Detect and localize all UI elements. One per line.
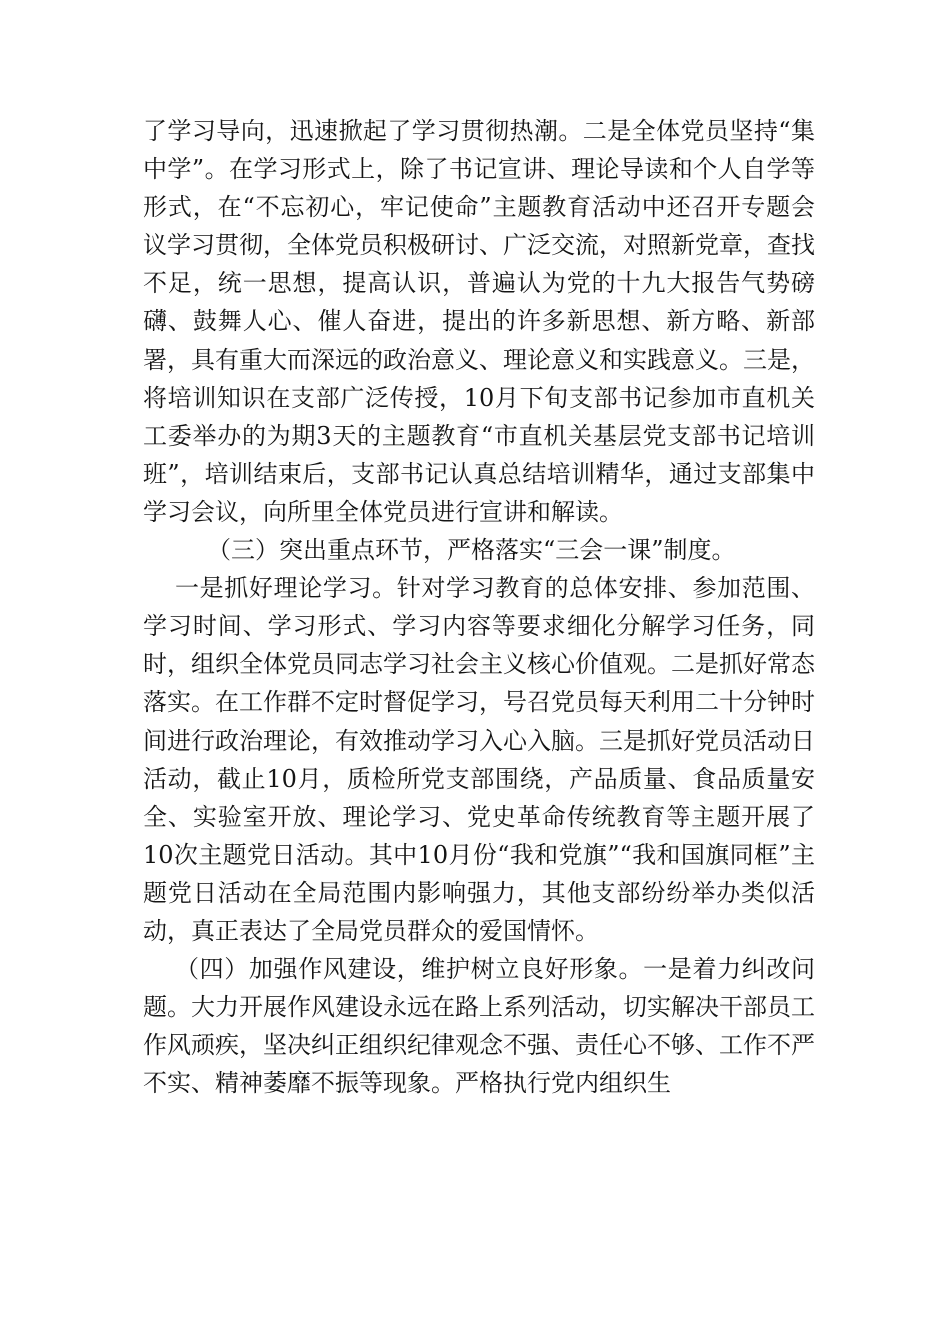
paragraph-study-continuation: 了学习导向，迅速掀起了学习贯彻热潮。二是全体党员坚持“集中学”。在学习形式上，除了书记宣讲、理论导读和个人自学等形式，在“不忘初心，牢记使命”主题教育活动中还召开专题会议学习贯彻，全体党员积极研讨、广泛交流，对照新党章，查找不足，统一思想，提高认识，普遍认为党的十九大报告气势磅礴、鼓舞人心、催人奋进，提出的许多新思想、新方略、新部署，具有重大而深远的政治意义、理论意义和实践意义。三是，将培训知识在支部广泛传授，10月下旬支部书记参加市直机关工委举办的为期3天的主题教育“市直机关基层党支部书记培训班”，培训结束后，支部书记认真总结培训精华，通过支部集中学习会议，向所里全体党员进行宣讲和解读。 [143, 117, 815, 526]
document-body [143, 112, 815, 1102]
paragraph-theory-study: 一是抓好理论学习。针对学习教育的总体安排、参加范围、学习时间、学习形式、学习内容等要求细化分解学习任务，同时，组织全体党员同志学习社会主义核心价值观。二是抓好常态落实。在工作群不定时督促学习，号召党员每天利用二十分钟时间进行政治理论，有效推动学习入心入脑。三是抓好党员活动日活动，截止10月，质检所党支部围绕，产品质量、食品质量安全、实验室开放、理论学习、党史革命传统教育等主题开展了10次主题党日活动。其中10月份“我和党旗”“我和国旗同框”主题党日活动在全局范围内影响强力，其他支部纷纷举办类似活动，真正表达了全局党员群众的爱国情怀。 [143, 574, 815, 945]
paragraph-style-building: （四）加强作风建设，维护树立良好形象。一是着力纠改问题。大力开展作风建设永远在路上系列活动，切实解决干部员工作风顽疾，坚决纠正组织纪律观念不强、责任心不够、工作不严不实、精神萎靡不振等现象。严格执行党内组织生 [143, 955, 815, 1098]
section-heading-three: （三）突出重点环节，严格落实“三会一课”制度。 [207, 536, 736, 565]
